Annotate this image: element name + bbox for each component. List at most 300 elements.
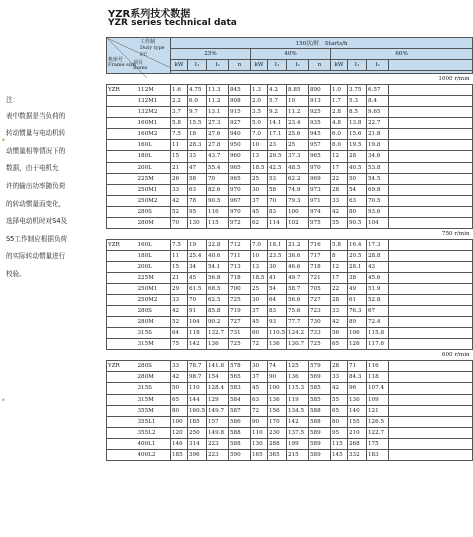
value-cell: 13 (251, 261, 268, 272)
value-cell: 11.2 (287, 107, 309, 118)
value-cell: 718 (229, 272, 251, 283)
notes-heading: 注： (6, 96, 20, 104)
value-cell: 124.2 (287, 328, 309, 339)
value-cell: 110.5 (268, 328, 287, 339)
notes-line: 校验。 (6, 269, 26, 278)
value-cell: 10 (287, 96, 309, 107)
value-cell: 974 (309, 206, 331, 217)
value-cell: 589 (309, 438, 331, 449)
value-cell: 21.2 (287, 239, 309, 250)
value-cell: 78 (188, 195, 207, 206)
value-cell: 42 (171, 372, 188, 383)
value-cell: 30 (251, 361, 268, 372)
value-cell: 17 (331, 162, 348, 173)
value-cell: 38 (348, 272, 367, 283)
value-cell: 3.7 (171, 107, 188, 118)
value-cell (389, 306, 473, 317)
value-cell: 8.0 (331, 140, 348, 151)
value-cell: 121 (367, 405, 389, 416)
value-cell: 63 (188, 184, 207, 195)
frame-size-cell: 315S (137, 383, 171, 394)
table-body (107, 74, 473, 461)
value-cell: 15 (171, 261, 188, 272)
value-cell: 716 (309, 239, 331, 250)
value-cell: 98.7 (188, 372, 207, 383)
series-cell (107, 151, 137, 162)
value-cell: 12 (331, 151, 348, 162)
value-cell: 62 (251, 217, 268, 228)
table-row (107, 328, 473, 339)
value-cell: 972 (229, 217, 251, 228)
frame-size-cell: 132M2 (137, 107, 171, 118)
unit-header: kW (251, 60, 268, 71)
value-cell: 967 (229, 195, 251, 206)
value-cell: 56 (331, 328, 348, 339)
value-cell: 130 (251, 438, 268, 449)
value-cell: 723 (309, 306, 331, 317)
series-cell: YZR (107, 239, 137, 250)
value-cell: 33 (171, 361, 188, 372)
unit-header (389, 60, 473, 71)
value-cell: 970 (309, 162, 331, 173)
value-cell: 9.65 (367, 107, 389, 118)
value-cell: 116 (207, 206, 229, 217)
unit-header: kW (331, 60, 348, 71)
series-cell (107, 339, 137, 350)
value-cell: 62.5 (207, 295, 229, 306)
value-cell: 10 (251, 250, 268, 261)
value-cell: 110 (251, 427, 268, 438)
value-cell: 126 (348, 339, 367, 350)
series-cell: YZR (107, 85, 137, 96)
value-cell: 102 (287, 217, 309, 228)
value-cell: 114 (268, 217, 287, 228)
value-cell: 141.8 (207, 361, 229, 372)
value-cell: 17.3 (367, 239, 389, 250)
value-cell: 199 (287, 438, 309, 449)
frame-label (108, 58, 136, 69)
series-cell (107, 317, 137, 328)
table-row (107, 261, 473, 272)
value-cell: 365 (268, 449, 287, 460)
value-cell (389, 217, 473, 228)
frame-size-cell: 200L (137, 162, 171, 173)
value-cell: 142 (188, 339, 207, 350)
value-cell (389, 239, 473, 250)
value-cell: 250 (188, 427, 207, 438)
value-cell: 165 (251, 449, 268, 460)
value-cell (389, 284, 473, 295)
fc-25-header: 25% (171, 49, 251, 60)
value-cell: 56.6 (287, 295, 309, 306)
series-cell (107, 217, 137, 228)
value-cell: 90.5 (348, 217, 367, 228)
value-cell: 70 (207, 173, 229, 184)
value-cell: 33 (331, 195, 348, 206)
value-cell: 33 (171, 184, 188, 195)
series-cell (107, 306, 137, 317)
value-cell: 136 (268, 394, 287, 405)
value-cell: 37 (251, 306, 268, 317)
frame-size-cell: 180L (137, 250, 171, 261)
value-cell: 45 (251, 383, 268, 394)
series-cell (107, 328, 137, 339)
value-cell: 146 (171, 438, 188, 449)
value-cell: 1.6 (171, 85, 188, 96)
series-cell (107, 394, 137, 405)
value-cell: 120 (171, 427, 188, 438)
table-row (107, 317, 473, 328)
value-cell: 578 (229, 361, 251, 372)
value-cell: 144 (188, 394, 207, 405)
value-cell: 34.6 (367, 151, 389, 162)
frame-size-cell: 200L (137, 261, 171, 272)
value-cell: 589 (309, 449, 331, 460)
value-cell (389, 261, 473, 272)
value-cell: 7.0 (251, 239, 268, 250)
value-cell: 945 (309, 129, 331, 140)
value-cell: 8.4 (367, 96, 389, 107)
value-cell: 53.8 (367, 162, 389, 173)
table-row (107, 339, 473, 350)
value-cell: 48.5 (287, 162, 309, 173)
value-cell: 70 (268, 195, 287, 206)
value-cell: 589 (309, 427, 331, 438)
value-cell: 118 (188, 328, 207, 339)
value-cell: 54.1 (207, 261, 229, 272)
value-cell: 45 (251, 317, 268, 328)
value-cell: 973 (309, 184, 331, 195)
speed-row (107, 228, 473, 239)
value-cell: 8 (331, 250, 348, 261)
unit-header: I₂ (287, 60, 309, 71)
value-cell: 731 (229, 328, 251, 339)
value-cell (389, 383, 473, 394)
series-cell (107, 284, 137, 295)
table-row (107, 107, 473, 118)
value-cell: 2.8 (331, 107, 348, 118)
table-row (107, 239, 473, 250)
value-cell: 130 (188, 217, 207, 228)
duty-label (140, 39, 165, 51)
value-cell: 19.5 (348, 140, 367, 151)
value-cell: 83 (268, 306, 287, 317)
frame-size-cell: 132M1 (137, 96, 171, 107)
value-cell: 8.85 (287, 85, 309, 96)
table-row (107, 250, 473, 261)
table-row (107, 361, 473, 372)
value-cell: 130 (348, 394, 367, 405)
value-cell: 27.3 (207, 118, 229, 129)
value-cell (389, 317, 473, 328)
value-cell: 100 (287, 206, 309, 217)
value-cell: 725 (229, 339, 251, 350)
value-cell: 107.4 (367, 383, 389, 394)
value-cell: 5.8 (171, 118, 188, 129)
value-cell: 6.0 (331, 129, 348, 140)
frame-size-cell: 250M2 (137, 195, 171, 206)
value-cell: 935 (309, 118, 331, 129)
frame-size-cell: 400L2 (137, 449, 171, 460)
table-row (107, 295, 473, 306)
value-cell (389, 272, 473, 283)
value-cell: 565 (229, 372, 251, 383)
value-cell: 10 (251, 140, 268, 151)
table-row (107, 151, 473, 162)
value-cell: 128.4 (207, 383, 229, 394)
value-cell: 230 (268, 427, 287, 438)
technical-data-table-wrap (106, 37, 470, 461)
value-cell (389, 173, 473, 184)
value-cell: 970 (229, 184, 251, 195)
value-cell: 54.5 (367, 173, 389, 184)
series-cell (107, 272, 137, 283)
value-cell: 718 (309, 261, 331, 272)
item-cn: 项目 (133, 60, 144, 66)
value-cell: 109 (367, 394, 389, 405)
frame-size-cell: 315M (137, 394, 171, 405)
frame-size-cell: 355L2 (137, 427, 171, 438)
unit-header: I₁ (268, 60, 287, 71)
value-cell: 25 (287, 140, 309, 151)
value-cell (389, 416, 473, 427)
value-cell: 28.1 (348, 261, 367, 272)
value-cell: 157 (207, 416, 229, 427)
value-cell: 75.6 (287, 306, 309, 317)
unit-header: I₁ (188, 60, 207, 71)
value-cell: 65 (171, 394, 188, 405)
frame-size-cell: 280M (137, 217, 171, 228)
value-cell: 17 (331, 272, 348, 283)
value-cell: 845 (229, 85, 251, 96)
table-row (107, 118, 473, 129)
value-cell (389, 96, 473, 107)
value-cell: 969 (309, 173, 331, 184)
corner-header (107, 38, 171, 74)
value-cell: 730 (309, 317, 331, 328)
value-cell: 725 (229, 295, 251, 306)
value-cell: 50 (348, 173, 367, 184)
value-cell: 45.6 (367, 272, 389, 283)
value-cell: 25 (251, 173, 268, 184)
unit-header: I₁ (348, 60, 367, 71)
frame-size-cell: 250M2 (137, 295, 171, 306)
value-cell: 36.6 (287, 250, 309, 261)
value-cell: 223 (207, 449, 229, 460)
value-cell (389, 140, 473, 151)
value-cell: 93 (268, 317, 287, 328)
value-cell: 72 (251, 339, 268, 350)
table-row (107, 394, 473, 405)
value-cell: 7.5 (171, 129, 188, 140)
value-cell: 119 (287, 394, 309, 405)
value-cell: 90 (268, 372, 287, 383)
value-cell: 56.8 (207, 272, 229, 283)
value-cell: 149.7 (207, 405, 229, 416)
series-cell: YZR (107, 361, 137, 372)
value-cell: 913 (309, 96, 331, 107)
value-cell: 82.6 (207, 184, 229, 195)
value-cell: 115 (331, 438, 348, 449)
series-cell (107, 184, 137, 195)
value-cell: 588 (309, 405, 331, 416)
value-cell: 154 (207, 372, 229, 383)
value-cell: 223 (207, 438, 229, 449)
value-cell: 28.3 (188, 140, 207, 151)
value-cell: 170 (268, 416, 287, 427)
frame-size-cell: 280M (137, 372, 171, 383)
value-cell: 21 (171, 162, 188, 173)
value-cell: 115.8 (367, 328, 389, 339)
value-cell: 58 (188, 173, 207, 184)
frame-size-cell: 280S (137, 206, 171, 217)
value-cell (389, 85, 473, 96)
series-cell (107, 250, 137, 261)
value-cell: 116 (367, 361, 389, 372)
series-cell (107, 427, 137, 438)
value-cell: 69.8 (367, 184, 389, 195)
value-cell: 11 (171, 250, 188, 261)
table-row (107, 173, 473, 184)
value-cell: 117.6 (367, 339, 389, 350)
table-row (107, 405, 473, 416)
value-cell: 72 (251, 405, 268, 416)
value-cell: 23 (268, 140, 287, 151)
value-cell: 15 (171, 151, 188, 162)
value-cell: 54 (268, 284, 287, 295)
value-cell: 975 (309, 217, 331, 228)
value-cell (389, 427, 473, 438)
value-cell: 9.7 (188, 107, 207, 118)
value-cell: 155 (348, 416, 367, 427)
value-cell: 68.5 (207, 284, 229, 295)
series-cell (107, 140, 137, 151)
value-cell: 6.57 (367, 85, 389, 96)
value-cell: 712 (229, 239, 251, 250)
value-cell: 3.75 (348, 85, 367, 96)
value-cell: 586 (229, 416, 251, 427)
value-cell: 104 (188, 317, 207, 328)
value-cell: 18.5 (251, 272, 268, 283)
value-cell: 58 (268, 184, 287, 195)
value-cell: 118 (367, 372, 389, 383)
value-cell: 60 (251, 328, 268, 339)
value-cell: 62.2 (287, 173, 309, 184)
value-cell: 970 (229, 206, 251, 217)
value-cell: 210 (348, 427, 367, 438)
frame-cn: 机座号 (108, 57, 124, 63)
table-row (107, 372, 473, 383)
technical-data-table (106, 37, 473, 461)
series-cell (107, 372, 137, 383)
value-cell: 30 (251, 184, 268, 195)
table-row (107, 162, 473, 173)
value-cell: 42 (171, 195, 188, 206)
value-cell: 28 (331, 295, 348, 306)
series-cell (107, 261, 137, 272)
value-cell: 713 (229, 261, 251, 272)
value-cell: 960 (229, 151, 251, 162)
table-row (107, 96, 473, 107)
value-cell: 585 (309, 383, 331, 394)
frame-size-cell: 112M (137, 85, 171, 96)
value-cell (389, 361, 473, 372)
frame-size-cell: 280S (137, 306, 171, 317)
value-cell: 185 (171, 449, 188, 460)
value-cell: 80 (348, 206, 367, 217)
value-cell: 126.5 (367, 416, 389, 427)
value-cell: 74 (268, 361, 287, 372)
value-cell (389, 118, 473, 129)
value-cell: 3.5 (251, 107, 268, 118)
value-cell: 588 (309, 416, 331, 427)
value-cell: 149.8 (207, 427, 229, 438)
value-cell: 18.1 (268, 239, 287, 250)
value-cell: 965 (309, 151, 331, 162)
value-cell: 63 (251, 394, 268, 405)
series-cell (107, 405, 137, 416)
fc-40-header: 40% (251, 49, 331, 60)
value-cell: 43 (367, 261, 389, 272)
frame-en: Frame size (108, 62, 136, 69)
value-cell: 940 (229, 129, 251, 140)
value-cell: 74.9 (287, 184, 309, 195)
value-cell: 40.6 (207, 250, 229, 261)
table-row (107, 217, 473, 228)
value-cell (389, 107, 473, 118)
series-cell (107, 416, 137, 427)
value-cell: 145 (331, 449, 348, 460)
table-row (107, 383, 473, 394)
value-cell: 12 (331, 261, 348, 272)
value-cell: 727 (309, 295, 331, 306)
value-cell (389, 328, 473, 339)
value-cell: 15.5 (188, 118, 207, 129)
value-cell: 50 (171, 383, 188, 394)
value-cell: 314 (188, 438, 207, 449)
value-cell: 63 (348, 195, 367, 206)
value-cell: 78.7 (188, 361, 207, 372)
value-cell: 5.0 (251, 118, 268, 129)
value-cell: 33 (331, 306, 348, 317)
value-cell: 927 (229, 118, 251, 129)
value-cell: 42 (331, 206, 348, 217)
frame-size-cell: 250M1 (137, 284, 171, 295)
value-cell: 22 (331, 284, 348, 295)
value-cell: 30 (268, 261, 287, 272)
value-cell: 136 (207, 339, 229, 350)
value-cell: 122.7 (367, 427, 389, 438)
value-cell: 590 (229, 449, 251, 460)
value-cell: 76.3 (348, 306, 367, 317)
frame-size-cell: 280M (137, 317, 171, 328)
frame-size-cell: 225M (137, 272, 171, 283)
value-cell: 11.3 (207, 85, 229, 96)
notes-line: 转动惯量与电动机转 (6, 129, 66, 138)
value-cell: 71 (348, 361, 367, 372)
value-cell: 15.6 (348, 129, 367, 140)
value-cell: 70 (171, 217, 188, 228)
value-cell: 37 (251, 195, 268, 206)
notes-line: 的转动惯量而变化， (6, 199, 66, 208)
value-cell: 727 (229, 317, 251, 328)
series-cell (107, 129, 137, 140)
duty-cn: 工作制 (140, 39, 156, 45)
value-cell: 85.8 (207, 306, 229, 317)
value-cell: 20.5 (348, 250, 367, 261)
value-cell: 46.6 (287, 261, 309, 272)
value-cell: 14.1 (268, 118, 287, 129)
